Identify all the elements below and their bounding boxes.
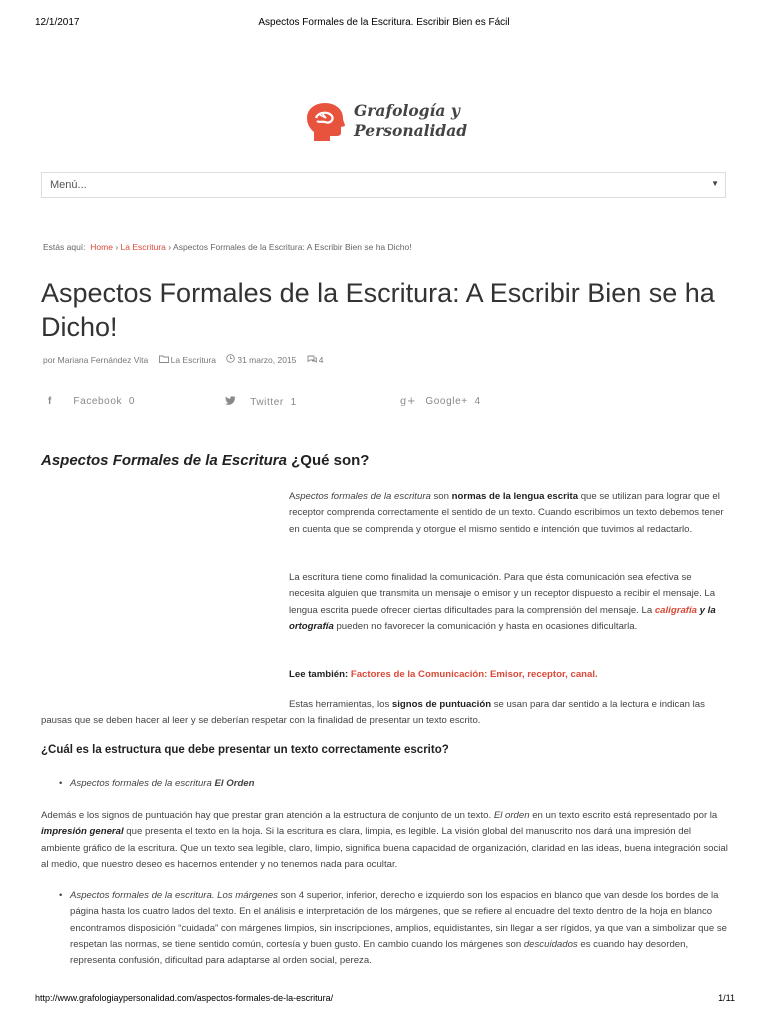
googleplus-count: 4 [474, 396, 481, 407]
breadcrumb-home-link[interactable]: Home [90, 242, 113, 252]
head-logo-icon [306, 101, 346, 143]
facebook-share-button[interactable] [48, 396, 135, 407]
post-title: Aspectos Formales de la Escritura: A Escribir Bien se ha Dicho! [41, 278, 715, 342]
comments-icon [307, 355, 317, 365]
post-date: 31 marzo, 2015 [237, 355, 297, 365]
twitter-share-button[interactable] [225, 396, 297, 408]
meta-by: por [43, 355, 56, 365]
structure-heading: ¿Cuál es la estructura que debe presentar un texto correctamente escrito? [41, 744, 449, 756]
author-link[interactable]: Mariana Fernández Vita [57, 355, 149, 365]
read-also-link[interactable]: Factores de la Comunicación: Emisor, receptor, canal. [350, 669, 598, 680]
site-logo[interactable] [306, 97, 476, 147]
section-heading-italic: Aspectos Formales de la Escritura [41, 452, 292, 469]
section-heading-end: ? [360, 452, 370, 469]
list-item: • Aspectos formales de la escritura El Orden [59, 778, 255, 789]
comments-count-link[interactable]: 4 [318, 355, 324, 365]
read-also: Lee también: Factores de la Comunicación: Emisor, receptor, canal. [289, 669, 598, 680]
breadcrumb-category-link[interactable]: La Escritura [120, 242, 166, 252]
logo-line-2: Personalidad [354, 121, 468, 140]
list-item: • Aspectos formales de la escritura. Los márgenes son 4 superior, inferior, derecho e izquierdo son los espacios en blanco que van desde los bordes de la página hasta los cuatro lados del texto. En el análisis e interpretación de los márgenes, que se refiere al encuadre del texto dentro de la hoja en blanco encontramos disposición “cuidada” con márgenes limpios, sin inscripciones, amplios, equidistantes, sin llegar a ser rígidos, ya que van a simbolizar que se respetan las normas, se tiene sentido común, cortesía y buen gusto. En cambio cuando los márgenes son descuidados es cuando hay desorden, representa confusión, dificultad para adaptarse al orden social, pereza. [59, 890, 727, 967]
clock-icon [226, 354, 235, 365]
googleplus-share-button[interactable] [400, 396, 481, 407]
print-date: 12/1/2017 [35, 17, 80, 28]
breadcrumb [43, 242, 412, 252]
section-heading [41, 452, 369, 469]
caligrafia-link[interactable]: caligrafía [654, 604, 697, 616]
twitter-label: Twitter [250, 397, 284, 408]
breadcrumb-separator: › [168, 242, 172, 252]
post-meta [43, 354, 332, 365]
share-bar [48, 396, 728, 414]
print-page-title: Aspectos Formales de la Escritura. Escribir Bien es Fácil [258, 17, 510, 28]
category-link[interactable]: La Escritura [170, 355, 216, 365]
breadcrumb-prefix: Estás aquí: [43, 242, 86, 252]
googleplus-label: Google+ [425, 396, 468, 407]
google-plus-icon: g+ [400, 396, 416, 407]
section-heading-question: ¿Qué son [291, 452, 361, 469]
menu-label: Menú... [50, 179, 87, 191]
page-number: 1/11 [718, 993, 735, 1003]
facebook-label: Facebook [73, 396, 123, 407]
folder-icon [159, 355, 169, 365]
paragraph-definition: Aspectos formales de la escritura son normas de la lengua escrita que se utilizan para lograr que el receptor comprenda correctamente el sentido de un texto. Cuando escribimos un texto debemos tener en cuenta que se comprenda y otorgue el mismo sentido e intención que tuvimos al redactarlo. [289, 491, 724, 535]
facebook-icon: f [48, 396, 52, 407]
paragraph-communication: La escritura tiene como finalidad la comunicación. Para que ésta comunicación sea efectiva se necesita alguien que transmita un mensaje o emisor y un receptor dispuesto a recibir el mensaje. La lengua escrita puede ofrecer ciertas dificultades para la comprensión del mensaje. La caligrafía y la ortografía pueden no favorecer la comunicación y hasta en ocasiones dificultarla. [289, 572, 716, 632]
breadcrumb-current: Aspectos Formales de la Escritura: A Escribir Bien se ha Dicho! [173, 242, 412, 252]
logo-text [354, 101, 467, 141]
paragraph-punctuation-cont: pausas que se deben hacer al leer y se deberían respetar con la finalidad de presentar un texto escrito. [41, 715, 481, 726]
logo-line-1: Grafología y [354, 101, 460, 120]
menu-select[interactable] [41, 172, 726, 198]
print-url: http://www.grafologiaypersonalidad.com/aspectos-formales-de-la-escritura/ [35, 993, 334, 1003]
chevron-down-icon: ▼ [711, 179, 719, 188]
paragraph-order: Además e los signos de puntuación hay que prestar gran atención a la estructura de conjunto de un texto. El orden en un texto escrito está representado por la impresión general que presenta el texto en la hoja. Si la escritura es clara, limpia, es legible. La visión global del manuscrito nos dará una impresión del ambiente gráfico de la escritura. Que un texto sea legible, claro, limpio, significa buena capacidad de organización, claridad en las ideas, buena integración social al medio, que nuestro deseo es hacernos entender y no tenemos nada para ocultar. [41, 810, 728, 870]
facebook-count: 0 [128, 396, 136, 407]
twitter-count: 1 [290, 397, 297, 408]
paragraph-punctuation: Estas herramientas, los signos de puntuación se usan para dar sentido a la lectura e indican las [289, 699, 705, 710]
breadcrumb-separator: › [115, 242, 119, 252]
twitter-icon [225, 396, 247, 408]
